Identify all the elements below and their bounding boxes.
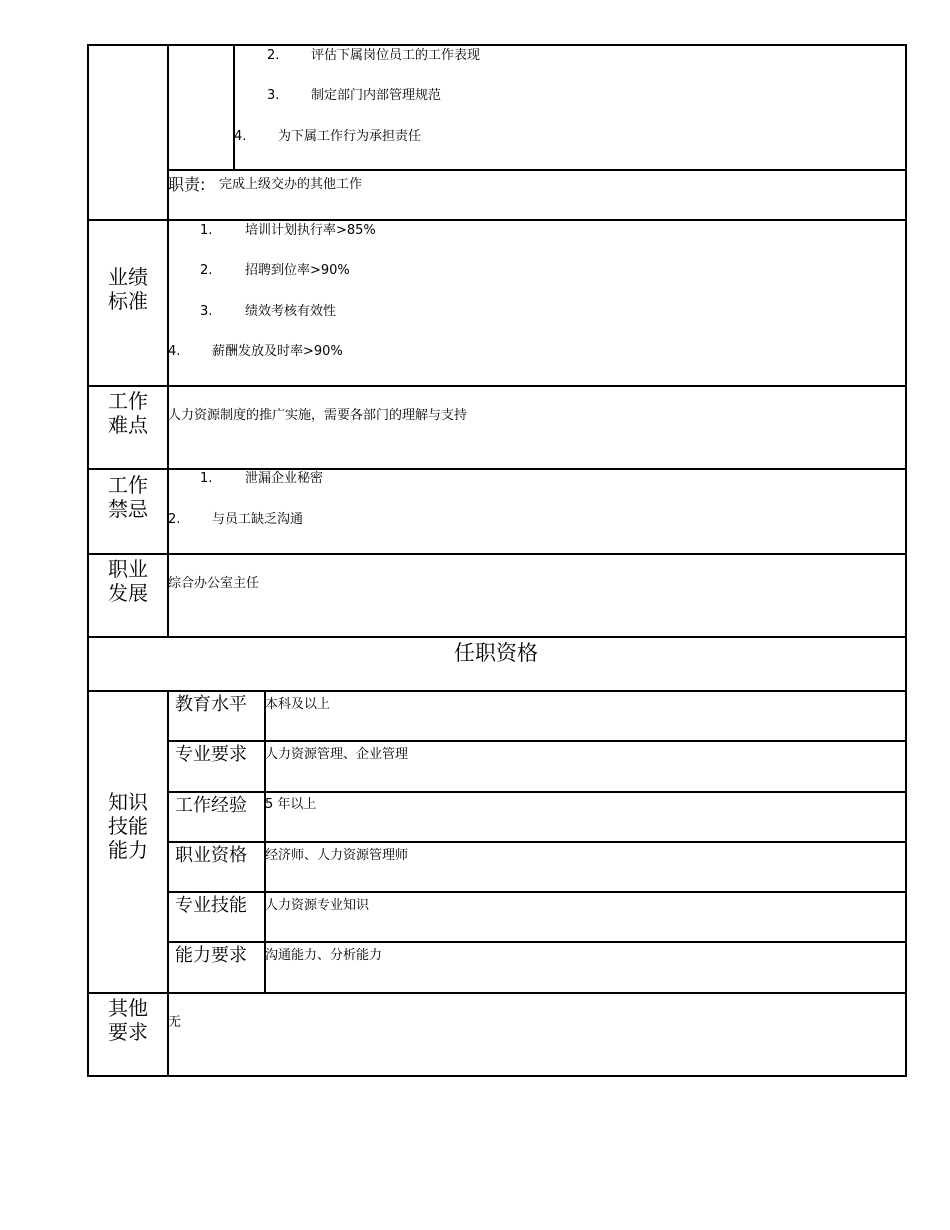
performance-label (88, 265, 168, 313)
taboo-item-text: 与员工缺乏沟通 (212, 512, 304, 527)
label-line: 技能 (108, 814, 148, 838)
qualification-row-value: 5 年以上 (265, 797, 317, 812)
label-line: 职业 (108, 557, 148, 581)
label-line: 工作 (108, 389, 148, 413)
performance-item-text: 培训计划执行率>85% (245, 223, 376, 238)
duty-other-text: 完成上级交办的其他工作 (219, 177, 363, 192)
label-line: 难点 (108, 413, 148, 437)
row-divider-qualification-body (87, 690, 907, 692)
difficulty-label (88, 389, 168, 437)
career-label (88, 557, 168, 605)
career-text: 综合办公室主任 (168, 576, 260, 591)
label-line: 业绩 (108, 265, 148, 289)
performance-item-text: 绩效考核有效性 (245, 304, 337, 319)
row-divider-performance (87, 219, 907, 221)
label-line: 要求 (108, 1020, 148, 1044)
table-border-right (905, 44, 907, 1077)
qualification-row-value: 本科及以上 (265, 697, 331, 712)
duty-other-label: 职责: (168, 175, 206, 194)
label-column-divider (167, 44, 169, 637)
row-divider-qualification-title (87, 636, 907, 638)
row-divider-taboo (87, 468, 907, 470)
performance-item-text: 招聘到位率>90% (245, 263, 350, 278)
taboo-item-number: 1. (200, 471, 213, 486)
qualification-row-label: 教育水平 (175, 694, 247, 715)
duties-row-divider (167, 169, 906, 171)
taboo-item-number: 2. (168, 512, 181, 527)
duties-inner-divider (233, 44, 235, 170)
qualification-row-label: 专业技能 (175, 895, 247, 916)
table-border-bottom (87, 1075, 907, 1077)
duty-item-number: 2. (267, 48, 280, 63)
duty-item-number: 3. (267, 88, 280, 103)
duty-item-text: 制定部门内部管理规范 (311, 88, 442, 103)
label-line: 标准 (108, 289, 148, 313)
label-line: 能力 (108, 838, 148, 862)
other-label (88, 996, 168, 1044)
duty-item-number: 4. (234, 129, 247, 144)
performance-item-number: 3. (200, 304, 213, 319)
qual-row-divider-5 (167, 941, 906, 943)
row-divider-career (87, 553, 907, 555)
qualification-row-value: 沟通能力、分析能力 (265, 948, 383, 963)
qualification-row-value: 经济师、人力资源管理师 (265, 848, 409, 863)
qual-row-divider-2 (167, 791, 906, 793)
qualification-row-value: 人力资源管理、企业管理 (265, 747, 409, 762)
label-line: 知识 (108, 790, 148, 814)
qualification-label (88, 790, 168, 862)
qual-row-divider-4 (167, 891, 906, 893)
taboo-label (88, 473, 168, 521)
duty-item-text: 评估下属岗位员工的工作表现 (311, 48, 481, 63)
label-line: 发展 (108, 581, 148, 605)
row-divider-difficulty (87, 385, 907, 387)
qual-row-divider-1 (167, 740, 906, 742)
label-line: 工作 (108, 473, 148, 497)
duty-item-text: 为下属工作行为承担责任 (278, 129, 422, 144)
qualification-row-label: 能力要求 (175, 945, 247, 966)
performance-item-text: 薪酬发放及时率>90% (212, 344, 343, 359)
qualification-row-label: 职业资格 (175, 845, 247, 866)
performance-item-number: 1. (200, 223, 213, 238)
row-divider-other (87, 992, 907, 994)
performance-item-number: 2. (200, 263, 213, 278)
table-border-top (87, 44, 907, 46)
label-line: 禁忌 (108, 497, 148, 521)
performance-item-number: 4. (168, 344, 181, 359)
qualification-row-value: 人力资源专业知识 (265, 898, 370, 913)
other-text: 无 (168, 1015, 182, 1030)
label-line: 其他 (108, 996, 148, 1020)
qual-row-divider-3 (167, 841, 906, 843)
qualification-row-label: 工作经验 (175, 795, 247, 816)
qualification-title: 任职资格 (454, 641, 538, 665)
qualification-row-label: 专业要求 (175, 744, 247, 765)
taboo-item-text: 泄漏企业秘密 (245, 471, 324, 486)
difficulty-text: 人力资源制度的推广实施，需要各部门的理解与支持 (168, 408, 468, 423)
